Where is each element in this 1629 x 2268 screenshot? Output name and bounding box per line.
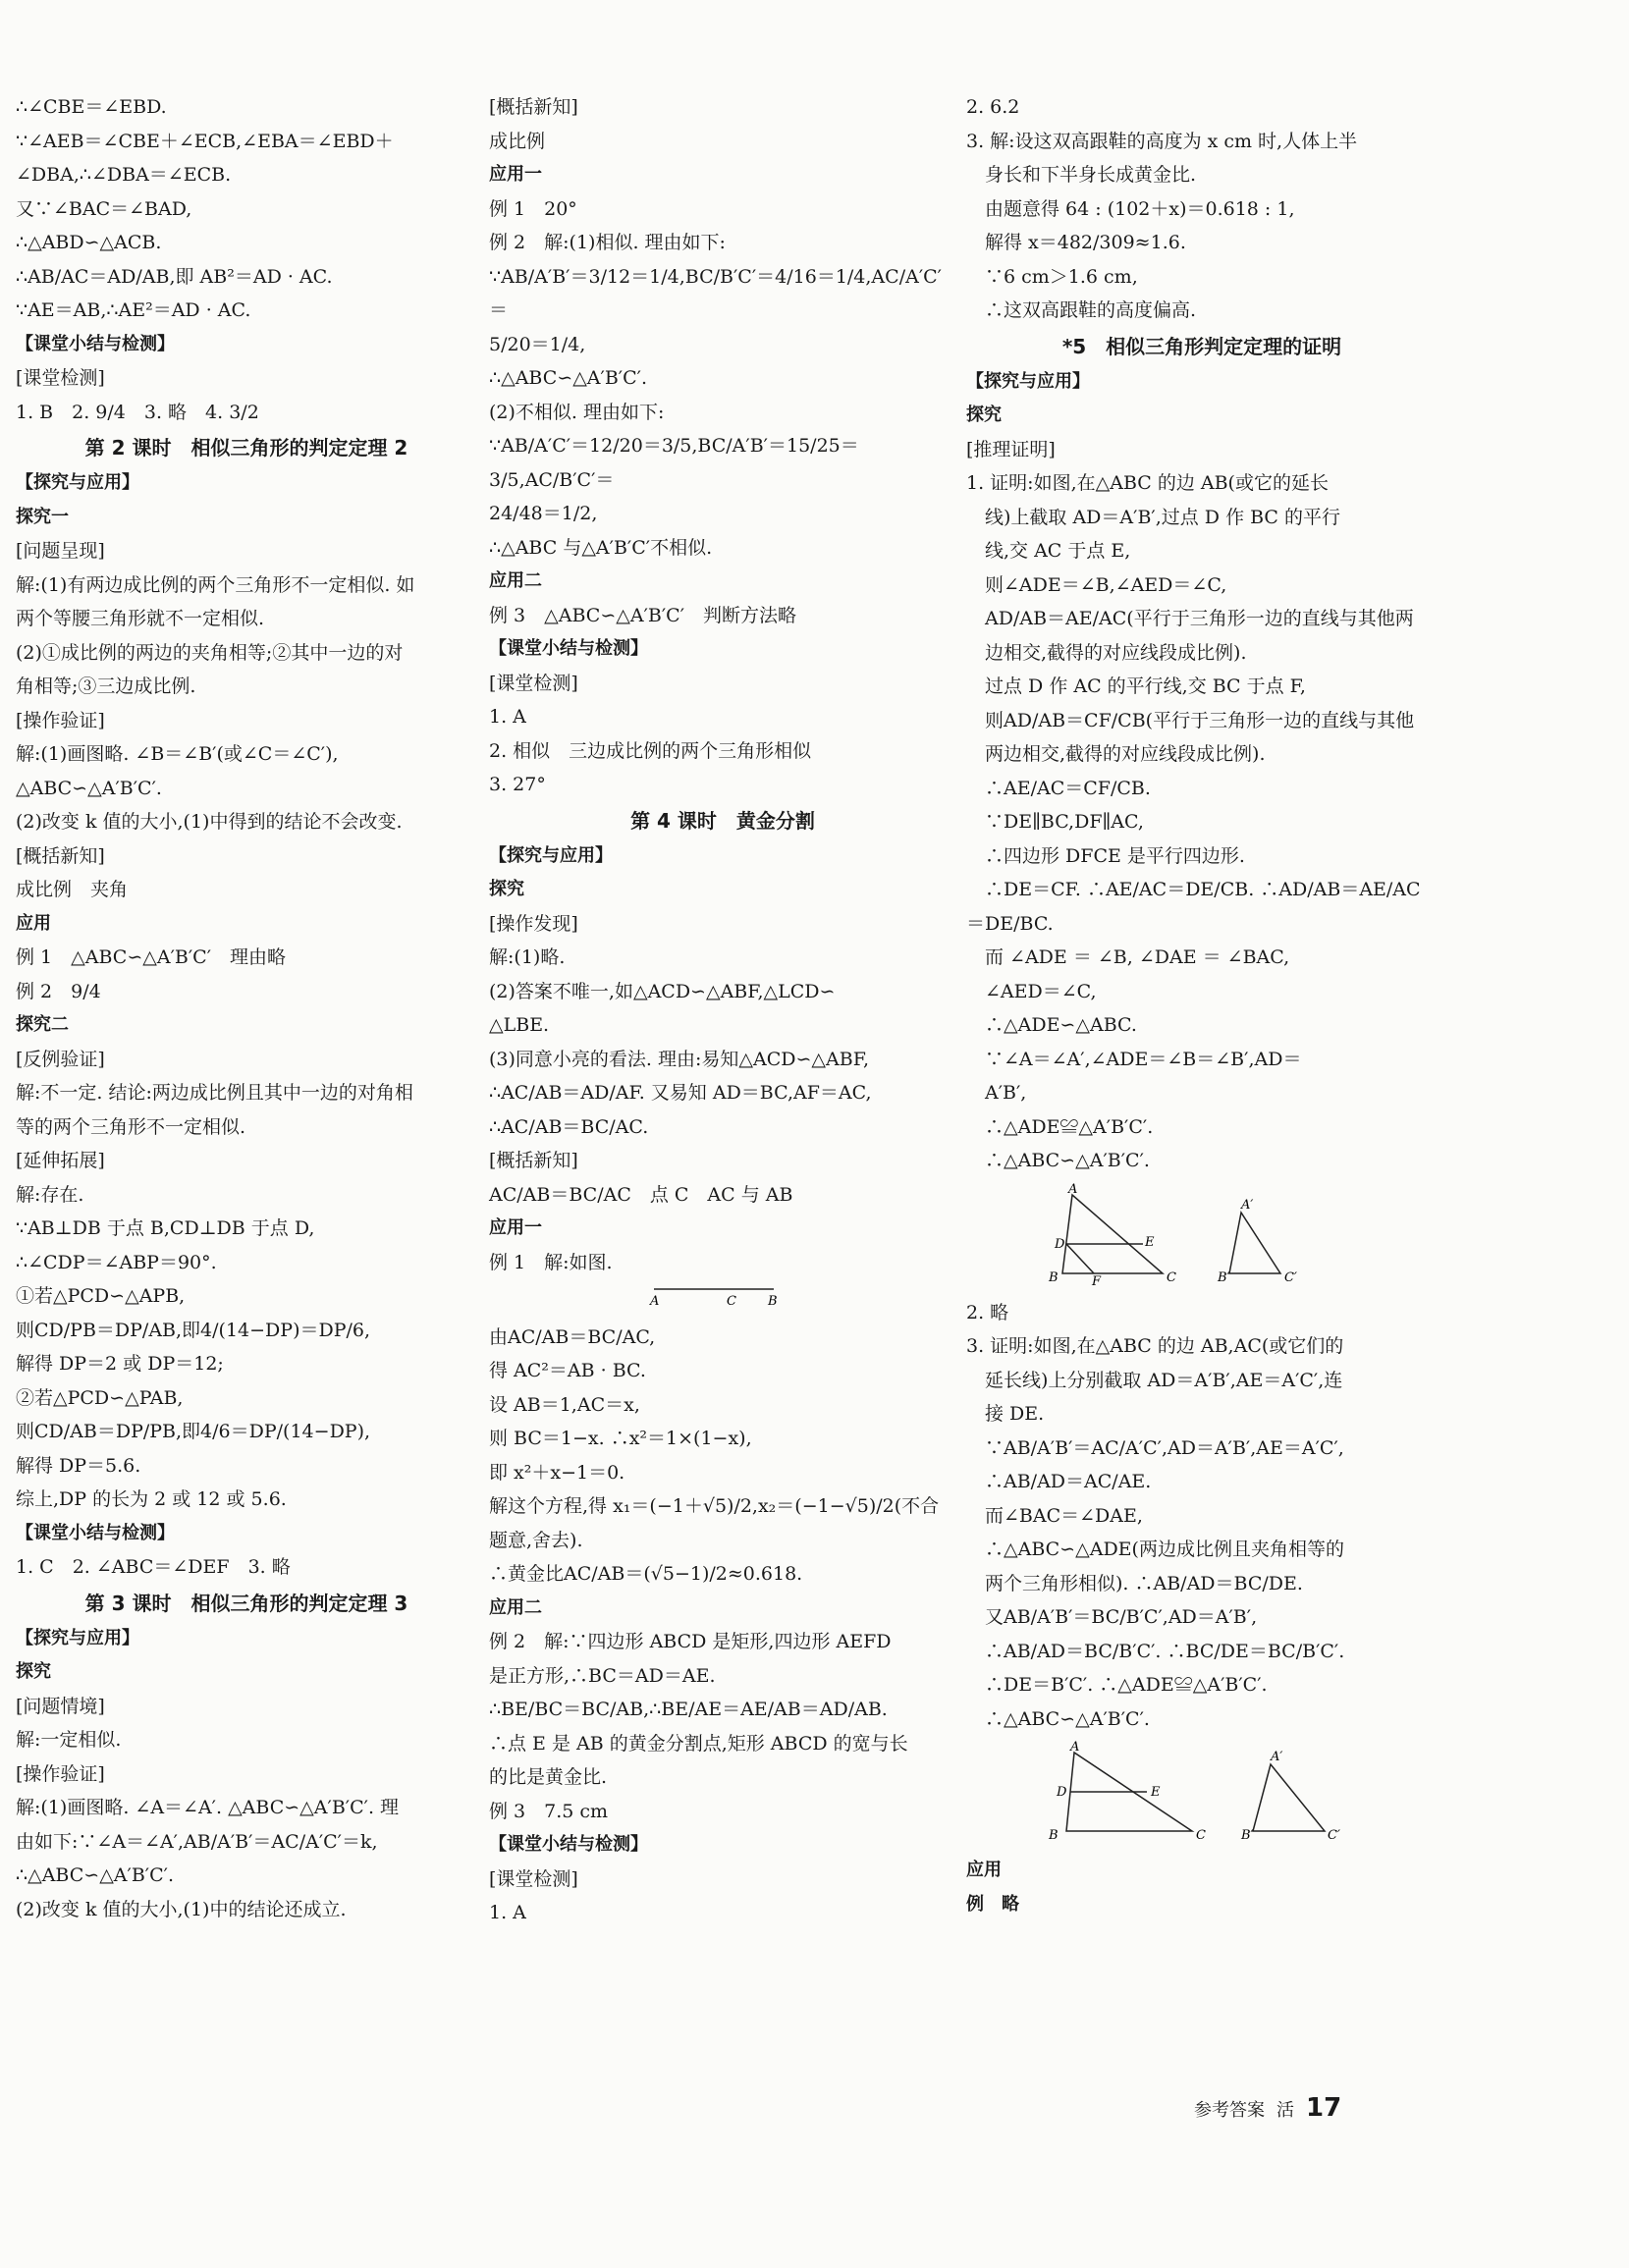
text-line: 例 1 20°: [489, 197, 577, 220]
text-line: ∵∠AEB＝∠CBE＋∠ECB,∠EBA＝∠EBD＋: [16, 130, 394, 152]
text-line: 例 1 △ABC∽△A′B′C′ 理由略: [16, 946, 287, 968]
text-line: 例 2 解:(1)相似. 理由如下:: [489, 232, 726, 253]
text-line: 由AC/AB＝BC/AC,: [489, 1325, 656, 1348]
subsection-label: 探究: [16, 1661, 51, 1682]
vertex-label: E: [1151, 1785, 1161, 1800]
text-line: 则CD/AB＝DP/PB,即4/6＝DP/(14−DP),: [16, 1421, 371, 1442]
text-line: 2. 相似 三边成比例的两个三角形相似: [489, 739, 812, 762]
subsection-label: 【课堂小结与检测】: [489, 638, 648, 659]
subsection-label: 【课堂小结与检测】: [16, 1522, 175, 1543]
text-line: 3. 解:设这双高跟鞋的高度为 x cm 时,人体上半: [966, 130, 1358, 152]
footer-prefix: 活: [1276, 2100, 1294, 2121]
text-line: △LBE.: [489, 1014, 550, 1036]
text-line: 解:(1)略.: [489, 946, 566, 968]
text-line: ∵AB/A′B′＝3/12＝1/4,BC/B′C′＝4/16＝1/4,AC/A′C′＝: [489, 265, 942, 321]
text-line: ∴四边形 DFCE 是平行四边形.: [966, 844, 1245, 867]
segment-ab-diagram: [646, 1279, 784, 1309]
text-line: ∴DE＝B′C′. ∴△ADE≌△A′B′C′.: [966, 1674, 1268, 1696]
text-line: [问题呈现]: [16, 540, 105, 562]
text-line: 解:(1)画图略. ∠A＝∠A′. △ABC∽△A′B′C′. 理: [16, 1797, 400, 1818]
point-label: C: [727, 1294, 736, 1309]
subsection-label: 应用二: [489, 1596, 542, 1618]
text-line: 接 DE.: [966, 1403, 1045, 1425]
text-line: 综上,DP 的长为 2 或 12 或 5.6.: [16, 1488, 287, 1510]
text-line: 角相等;③三边成比例.: [16, 675, 196, 697]
text-line: 线)上截取 AD＝A′B′,过点 D 作 BC 的平行: [966, 506, 1341, 528]
vertex-label: B: [1049, 1828, 1059, 1843]
text-line: ①若△PCD∽△APB,: [16, 1285, 186, 1307]
text-line: 解:存在.: [16, 1183, 84, 1206]
text-line: 而∠BAC＝∠DAE,: [966, 1504, 1143, 1527]
text-line: 3. 证明:如图,在△ABC 的边 AB,AC(或它们的: [966, 1335, 1344, 1357]
vertex-label: B′: [1241, 1828, 1254, 1843]
text-line: [反例验证]: [16, 1048, 105, 1070]
text-line: 即 x²＋x−1＝0.: [489, 1461, 625, 1484]
section-heading: 第 2 课时 相似三角形的判定定理 2: [84, 436, 408, 459]
text-line: 1. C 2. ∠ABC＝∠DEF 3. 略: [16, 1556, 291, 1578]
text-line: ∴AC/AB＝AD/AF. 又易知 AD＝BC,AF＝AC,: [489, 1082, 872, 1104]
text-line: 等的两个三角形不一定相似.: [16, 1115, 246, 1138]
text-line: ∴△ADE≌△A′B′C′.: [966, 1115, 1154, 1138]
text-line: 则∠ADE＝∠B,∠AED＝∠C,: [966, 573, 1227, 596]
golden-section-segment: [489, 1279, 956, 1321]
text-line: ∴黄金比AC/AB＝(√5−1)/2≈0.618.: [489, 1563, 803, 1585]
triangle-a-prime: [1229, 1213, 1280, 1273]
text-line: 是正方形,∴BC＝AD＝AE.: [489, 1664, 716, 1687]
text-line: 由题意得 64 : (102＋x)＝0.618 : 1,: [966, 197, 1295, 220]
vertex-label: A′: [1271, 1750, 1283, 1764]
text-line: 例 2 解:∵四边形 ABCD 是矩形,四边形 AEFD: [489, 1631, 892, 1652]
text-line: 2. 略: [966, 1301, 1009, 1323]
text-line: 而 ∠ADE ＝ ∠B, ∠DAE ＝ ∠BAC,: [966, 946, 1290, 968]
text-line: 1. A: [489, 706, 526, 728]
vertex-label: A′: [1241, 1197, 1254, 1213]
section-heading: 第 3 课时 相似三角形的判定定理 3: [84, 1591, 408, 1615]
text-line: 成比例 夹角: [16, 879, 129, 900]
text-line: 例 3 7.5 cm: [489, 1800, 609, 1822]
text-line: [概括新知]: [489, 1150, 578, 1171]
text-line: 两个等腰三角形就不一定相似.: [16, 608, 265, 629]
text-line: (2)不相似. 理由如下:: [489, 401, 665, 423]
text-line: ∵6 cm＞1.6 cm,: [966, 265, 1138, 288]
section-heading: *5 相似三角形判定定理的证明: [1061, 334, 1342, 358]
text-line: 解:一定相似.: [16, 1729, 122, 1751]
triangle-a-prime: [1253, 1764, 1325, 1831]
text-line: 解这个方程,得 x₁＝(−1＋√5)/2,x₂＝(−1−√5)/2(不合: [489, 1495, 940, 1517]
vertex-label: D: [1057, 1785, 1067, 1800]
text-line: ∴DE＝CF. ∴AE/AC＝DE/CB. ∴AD/AB＝AE/AC＝DE/BC.: [966, 879, 1421, 935]
text-line: 解:不一定. 结论:两边成比例且其中一边的对角相: [16, 1082, 413, 1104]
text-line: [操作验证]: [16, 1762, 105, 1785]
subsection-label: 【探究与应用】: [489, 844, 613, 866]
text-line: (2)答案不唯一,如△ACD∽△ABF,△LCD∽: [489, 980, 836, 1002]
text-line: 又∵∠BAC＝∠BAD,: [16, 197, 192, 220]
vertex-label: C: [1167, 1269, 1176, 1285]
point-label: B: [768, 1294, 778, 1309]
text-line: ∴AB/AD＝BC/B′C′. ∴BC/DE＝BC/B′C′.: [966, 1640, 1345, 1662]
text-line: 24/48＝1/2,: [489, 503, 598, 524]
text-line: ∴∠CDP＝∠ABP＝90°.: [16, 1251, 217, 1273]
subsection-label: 探究: [966, 405, 1002, 425]
subsection-label: 应用二: [489, 570, 542, 591]
vertex-label: D: [1055, 1236, 1065, 1252]
text-line: ∴△ABC∽△A′B′C′.: [966, 1707, 1150, 1730]
text-line: 1. 证明:如图,在△ABC 的边 AB(或它的延长: [966, 472, 1329, 494]
text-line: 过点 D 作 AC 的平行线,交 BC 于点 F,: [966, 675, 1306, 697]
text-line: ∴这双高跟鞋的高度偏高.: [966, 299, 1197, 321]
text-line: 例 2 9/4: [16, 980, 101, 1002]
text-line: (3)同意小亮的看法. 理由:易知△ACD∽△ABF,: [489, 1048, 869, 1070]
triangle-diagram: [1045, 1741, 1359, 1849]
subsection-label: 探究: [489, 879, 524, 899]
text-line: ②若△PCD∽△PAB,: [16, 1386, 184, 1409]
text-line: ∠DBA,∴∠DBA＝∠ECB.: [16, 164, 232, 186]
text-line: 则AD/AB＝CF/CB(平行于三角形一边的直线与其他: [966, 709, 1415, 731]
text-line: 1. B 2. 9/4 3. 略 4. 3/2: [16, 401, 259, 423]
text-line: ∴△ABC∽△ADE(两边成比例且夹角相等的: [966, 1539, 1344, 1560]
text-line: ∴△ABD∽△ACB.: [16, 232, 162, 253]
text-line: 延长线)上分别截取 AD＝A′B′,AE＝A′C′,连: [966, 1369, 1343, 1391]
text-line: ∵DE∥BC,DF∥AC,: [966, 811, 1144, 833]
vertex-label: C′: [1284, 1269, 1297, 1285]
text-line: [课堂检测]: [16, 367, 105, 389]
figure-sas-construction: [966, 1736, 1438, 1854]
point-label: A: [650, 1294, 660, 1309]
text-line: 两边相交,截得的对应线段成比例).: [966, 743, 1266, 765]
text-line: AC/AB＝BC/AC 点 C AC 与 AB: [489, 1183, 793, 1206]
text-line: ∴△ABC∽△A′B′C′.: [966, 1150, 1150, 1171]
vertex-label: A: [1068, 1182, 1078, 1197]
text-line: 则CD/PB＝DP/AB,即4/(14−DP)＝DP/6,: [16, 1319, 371, 1341]
triangle-abc: [1062, 1195, 1163, 1273]
text-line: 3. 27°: [489, 774, 546, 795]
subsection-label: 【探究与应用】: [966, 370, 1090, 392]
text-line: ∴AE/AC＝CF/CB.: [966, 777, 1151, 799]
text-line: ∵∠A＝∠A′,∠ADE＝∠B＝∠B′,AD＝: [966, 1048, 1302, 1070]
text-line: 例 3 △ABC∽△A′B′C′ 判断方法略: [489, 604, 797, 626]
text-line: 又AB/A′B′＝BC/B′C′,AD＝A′B′,: [966, 1606, 1258, 1628]
text-line: 身长和下半身长成黄金比.: [966, 164, 1197, 186]
triangle-diagram: [1045, 1183, 1359, 1291]
subsection-label: 探究二: [16, 1014, 69, 1035]
text-line: 得 AC²＝AB · BC.: [489, 1360, 646, 1381]
text-line: ∴△ABC∽△A′B′C′.: [16, 1864, 175, 1886]
subsection-label: 应用: [16, 912, 51, 934]
text-line: ∵AB/A′B′＝AC/A′C′,AD＝A′B′,AE＝A′C′,: [966, 1436, 1344, 1459]
text-line: ∴AB/AD＝AC/AE.: [966, 1471, 1152, 1492]
vertex-label: A: [1070, 1741, 1080, 1755]
text-line: [概括新知]: [16, 844, 105, 867]
vertex-label: E: [1145, 1234, 1155, 1250]
text-line: [延伸拓展]: [16, 1150, 105, 1171]
text-line: ∵AB⊥DB 于点 B,CD⊥DB 于点 D,: [16, 1217, 315, 1239]
segment-df: [1066, 1244, 1094, 1273]
text-line: ∴AC/AB＝BC/AC.: [489, 1115, 649, 1138]
text-line: 解:(1)有两边成比例的两个三角形不一定相似. 如: [16, 573, 415, 596]
text-line: ∴点 E 是 AB 的黄金分割点,矩形 ABCD 的宽与长: [489, 1732, 908, 1755]
text-line: AD/AB＝AE/AC(平行于三角形一边的直线与其他两: [966, 608, 1414, 629]
text-line: 两个三角形相似). ∴AB/AD＝BC/DE.: [966, 1572, 1303, 1594]
text-line: 例 1 解:如图.: [489, 1251, 613, 1273]
subsection-label: 【课堂小结与检测】: [16, 333, 175, 354]
page-footer: [1194, 2093, 1341, 2123]
figure-parallel-construction: [966, 1178, 1438, 1296]
text-line: 解:(1)画图略. ∠B＝∠B′(或∠C＝∠C′),: [16, 743, 339, 765]
vertex-label: C: [1196, 1828, 1206, 1843]
text-line: [推理证明]: [966, 438, 1056, 460]
subsection-label: 【探究与应用】: [16, 1627, 139, 1648]
column-2: [489, 90, 956, 1930]
text-line: ∴BE/BC＝BC/AB,∴BE/AE＝AE/AB＝AD/AB.: [489, 1699, 888, 1720]
subsection-label: 例 略: [966, 1893, 1019, 1915]
text-line: [问题情境]: [16, 1695, 105, 1717]
footer-label: 参考答案: [1194, 2100, 1265, 2121]
vertex-label: B′: [1218, 1269, 1230, 1285]
text-line: 解得 x＝482/309≈1.6.: [966, 232, 1186, 253]
text-line: 2. 6.2: [966, 96, 1020, 118]
subsection-label: 【课堂小结与检测】: [489, 1834, 648, 1855]
text-line: 5/20＝1/4,: [489, 333, 586, 355]
text-line: 解得 DP＝5.6.: [16, 1454, 141, 1477]
vertex-label: B: [1049, 1269, 1059, 1285]
text-line: 设 AB＝1,AC＝x,: [489, 1393, 640, 1416]
text-line: [课堂检测]: [489, 1867, 578, 1890]
text-line: 由如下:∵∠A＝∠A′,AB/A′B′＝AC/A′C′＝k,: [16, 1830, 378, 1853]
text-line: 解得 DP＝2 或 DP＝12;: [16, 1353, 224, 1375]
text-line: ∵AE＝AB,∴AE²＝AD · AC.: [16, 299, 251, 321]
text-line: 题意,舍去).: [489, 1529, 583, 1551]
subsection-label: 【探究与应用】: [16, 472, 139, 493]
text-line: ∴△ABC 与△A′B′C′不相似.: [489, 536, 713, 559]
text-line: 的比是黄金比.: [489, 1766, 608, 1788]
text-line: (2)改变 k 值的大小,(1)中的结论还成立.: [16, 1898, 347, 1920]
text-line: △ABC∽△A′B′C′.: [16, 777, 162, 799]
text-line: 则 BC＝1−x. ∴x²＝1×(1−x),: [489, 1428, 752, 1449]
text-line: (2)①成比例的两边的夹角相等;②其中一边的对: [16, 641, 404, 664]
vertex-label: F: [1092, 1273, 1102, 1289]
text-line: A′B′,: [966, 1082, 1027, 1104]
text-line: [操作验证]: [16, 709, 105, 731]
text-line: [概括新知]: [489, 96, 578, 118]
text-line: ∴△ABC∽△A′B′C′.: [489, 367, 648, 389]
column-1: [16, 90, 477, 1926]
text-line: 边相交,截得的对应线段成比例).: [966, 641, 1247, 664]
subsection-label: 探究一: [16, 506, 69, 527]
vertex-label: C′: [1328, 1828, 1340, 1843]
text-line: (2)改变 k 值的大小,(1)中得到的结论不会改变.: [16, 811, 403, 833]
text-line: ∴∠CBE＝∠EBD.: [16, 96, 167, 118]
text-line: [操作发现]: [489, 912, 578, 935]
subsection-label: 应用一: [489, 1217, 542, 1238]
subsection-label: 应用: [966, 1860, 1002, 1880]
text-line: ∴AB/AC＝AD/AB,即 AB²＝AD · AC.: [16, 265, 333, 288]
text-line: ∴△ADE∽△ABC.: [966, 1014, 1137, 1036]
subsection-label: 应用一: [489, 164, 542, 185]
text-line: [课堂检测]: [489, 672, 578, 694]
text-line: ∠AED＝∠C,: [966, 980, 1097, 1002]
text-line: ∵AB/A′C′＝12/20＝3/5,BC/A′B′＝15/25＝3/5,AC/B′C′＝: [489, 435, 859, 491]
section-heading: 第 4 课时 黄金分割: [630, 808, 815, 833]
page-number: 17: [1306, 2093, 1342, 2123]
text-line: 成比例: [489, 130, 546, 152]
text-line: 线,交 AC 于点 E,: [966, 540, 1131, 562]
column-3: [966, 90, 1438, 1921]
text-line: 1. A: [489, 1902, 526, 1923]
